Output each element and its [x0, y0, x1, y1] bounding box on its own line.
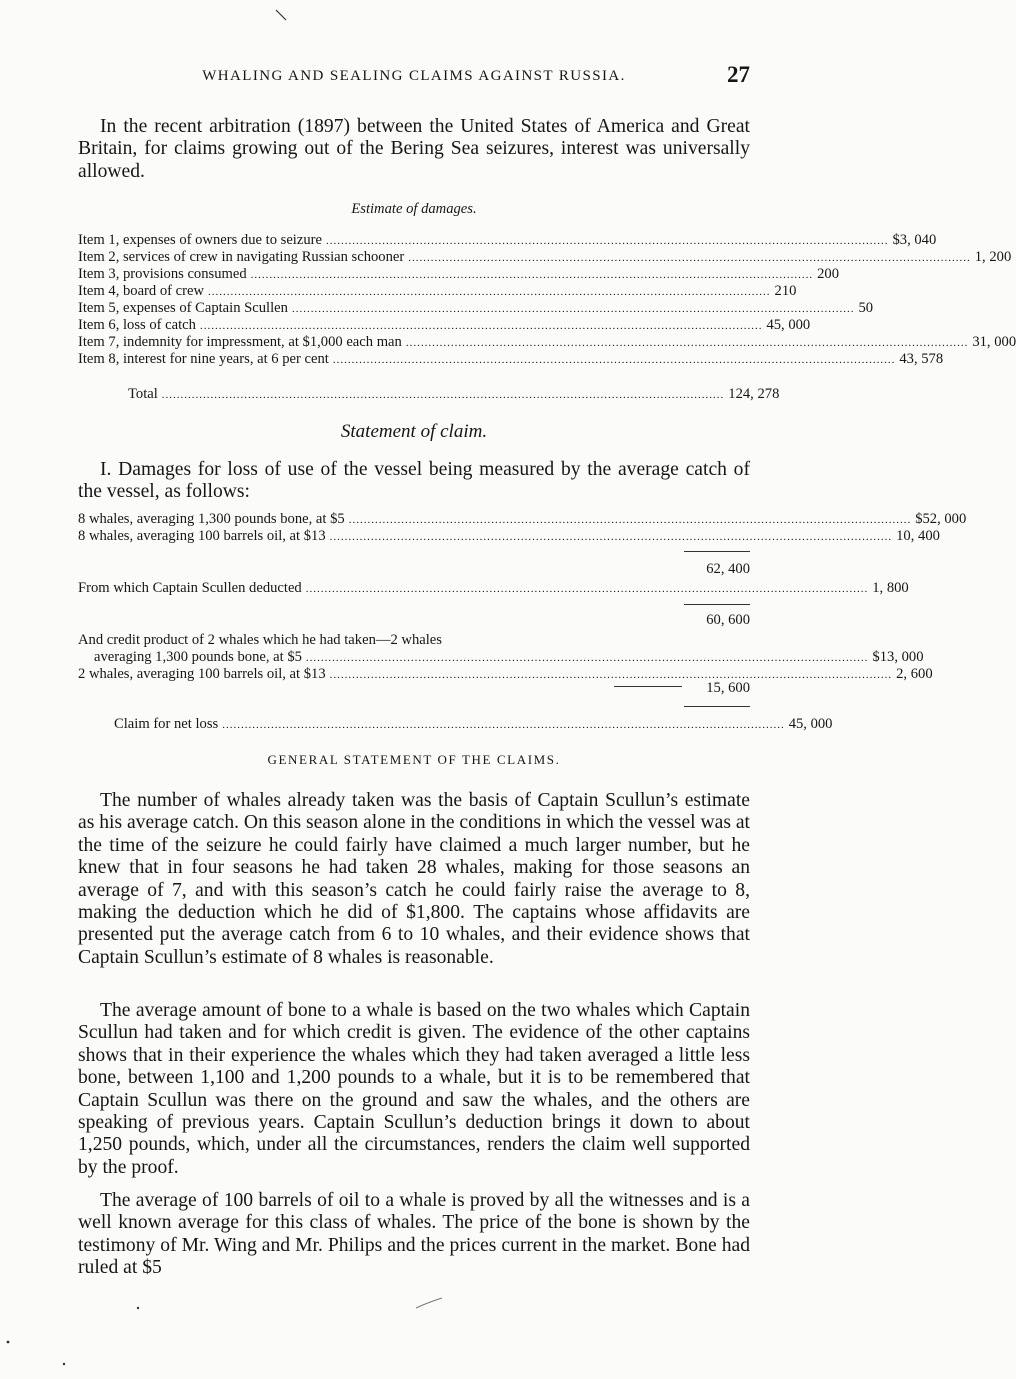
sum-rule [684, 706, 750, 707]
estimate-total-amount: 124, 278 [728, 386, 780, 402]
page-number: 27 [727, 62, 750, 87]
estimate-caption: Estimate of damages. [351, 201, 477, 217]
leader-dots: ...................................................................................................................................................... [332, 354, 896, 366]
estimate-total-row [78, 386, 780, 403]
scan-dots-left [0, 1300, 150, 1379]
estimate-total-label: Total [128, 386, 158, 402]
estimate-row [78, 334, 1016, 351]
estimate-item-label: Item 7, indemnity for impressment, at $1,000 each man [78, 334, 402, 350]
estimate-item-amount: 200 [817, 266, 840, 282]
claim-subtotal-1: 62, 400 [706, 561, 750, 577]
sum-rule [684, 604, 750, 605]
estimate-item-amount: 45, 000 [766, 317, 811, 333]
credit-total: 15, 600 [706, 680, 750, 696]
claim-line-2-label: 8 whales, averaging 100 barrels oil, at $13 [78, 528, 326, 544]
estimate-item-label: Item 1, expenses of owners due to seizure [78, 232, 322, 248]
leader-dots: ...................................................................................................................................................... [208, 286, 771, 298]
leader-dots: ...................................................................................................................................................... [325, 235, 889, 247]
claim-deduct-label: From which Captain Scullen deducted [78, 580, 302, 596]
credit-total-row [78, 680, 750, 697]
estimate-row [78, 283, 797, 300]
estimate-item-amount: 31, 000 [972, 334, 1016, 350]
general-paragraph-1: The number of whales already taken was the basis of Captain Scullun’s estimate as his average catch. On this season alone in the conditions in which the vessel was at the time of the seizure he could fairly have claimed a much larger number, but he knew that in four seasons he had taken 28 whales, making for those seasons an average of 7, and with this season’s catch he could fairly raise the average to 8, making the deduction which he did of $1,800. The captains whose affidavits are presented put the average catch from 6 to 10 whales, and their evidence shows that Captain Scullun’s estimate of 8 whales is reasonable. [78, 790, 750, 968]
claim-subtotal-2: 60, 600 [706, 612, 750, 628]
leader-dots: ...................................................................................................................................................... [199, 320, 763, 332]
claim-deduct-amount: 1, 800 [872, 580, 909, 596]
claim-deduct-row [78, 580, 909, 597]
leader-dots: ...................................................................................................................................................... [348, 514, 912, 526]
estimate-row [78, 249, 1012, 266]
credit-line-2-amount: $13, 000 [872, 649, 924, 665]
intro-paragraph: In the recent arbitration (1897) between the United States of America and Great Britain, for claims growing out of the Bering Sea seizures, interest was universally allowed. [78, 116, 750, 182]
leader-dots: ...................................................................................................................................................... [305, 652, 869, 664]
leader-dots: ...................................................................................................................................................... [305, 583, 869, 595]
estimate-row [78, 266, 840, 283]
running-header [78, 62, 750, 87]
estimate-item-amount: 210 [774, 283, 797, 299]
credit-line-1 [78, 632, 750, 649]
credit-line-3-amount: 2, 600 [896, 666, 933, 682]
estimate-row [78, 317, 811, 334]
claim-line-1-amount: $52, 000 [915, 511, 967, 527]
credit-line-1-text: And credit product of 2 whales which he had taken—2 whales [78, 632, 442, 648]
scan-mark-bottom [414, 1296, 444, 1310]
estimate-item-amount: $3, 040 [892, 232, 937, 248]
net-loss-amount: 45, 000 [788, 716, 833, 732]
estimate-item-label: Item 2, services of crew in navigating Russian schooner [78, 249, 405, 265]
estimate-item-label: Item 5, expenses of Captain Scullen [78, 300, 288, 316]
credit-line-2 [78, 649, 924, 666]
header-title: WHALING AND SEALING CLAIMS AGAINST RUSSIA. [202, 68, 626, 84]
claim-line-1-label: 8 whales, averaging 1,300 pounds bone, at $5 [78, 511, 345, 527]
leader-dots: ...................................................................................................................................................... [405, 337, 969, 349]
general-paragraph-2: The average amount of bone to a whale is based on the two whales which Captain Scullun had taken and for which credit is given. The evidence of the other captains shows that in their experience the whales which they had taken averaged a little less bone, between 1,100 and 1,200 pounds to a whale, but it is to be remembered that Captain Scullun was there on the ground and saw the whales, and the others are speaking of previous years. Captain Scullun’s deduction brings it down to about 1,250 pounds, which, under all the circumstances, renders the claim well supported by the proof. [78, 1000, 750, 1178]
claim-intro-paragraph: I. Damages for loss of use of the vessel being measured by the average catch of the vessel, as follows: [78, 459, 750, 503]
estimate-row [78, 232, 937, 249]
claim-caption: Statement of claim. [340, 421, 488, 442]
general-paragraph-3: The average of 100 barrels of oil to a whale is proved by all the witnesses and is a well known average for this class of whales. The price of the bone is shown by the testimony of Mr. Wing and Mr. Philips and the prices current in the market. Bone had ruled at $5 [78, 1190, 750, 1279]
general-heading: GENERAL STATEMENT OF THE CLAIMS. [267, 752, 561, 767]
leader-dots: ...................................................................................................................................................... [329, 531, 893, 543]
estimate-item-label: Item 3, provisions consumed [78, 266, 247, 282]
estimate-item-label: Item 6, loss of catch [78, 317, 196, 333]
net-loss-row [78, 716, 833, 733]
estimate-row [78, 300, 874, 317]
estimate-row [78, 351, 944, 368]
estimate-item-label: Item 8, interest for nine years, at 6 per cent [78, 351, 329, 367]
claim-subtotal-1-row [78, 561, 750, 578]
leader-dots: ...................................................................................................................................................... [250, 269, 814, 281]
leader-dots: ...................................................................................................................................................... [408, 252, 971, 264]
credit-line-3-label: 2 whales, averaging 100 barrels oil, at $13 [78, 666, 326, 682]
leader-dots: ...................................................................................................................................................... [329, 669, 893, 681]
estimate-item-label: Item 4, board of crew [78, 283, 205, 299]
estimate-item-amount: 1, 200 [974, 249, 1012, 265]
leader-dots: ...................................................................................................................................................... [291, 303, 855, 315]
estimate-item-amount: 43, 578 [899, 351, 944, 367]
credit-line-2-label: averaging 1,300 pounds bone, at $5 [94, 649, 302, 665]
sum-rule [684, 551, 750, 552]
claim-subtotal-2-row [78, 612, 750, 629]
leader-dots: ...................................................................................................................................................... [161, 389, 725, 401]
claim-line-2 [78, 528, 940, 545]
claim-line-1 [78, 511, 967, 528]
leader-dots: ...................................................................................................................................................... [222, 719, 785, 731]
scan-mark-top [274, 8, 288, 22]
estimate-item-amount: 50 [858, 300, 874, 316]
claim-line-2-amount: 10, 400 [896, 528, 940, 544]
net-loss-label: Claim for net loss [114, 716, 219, 732]
